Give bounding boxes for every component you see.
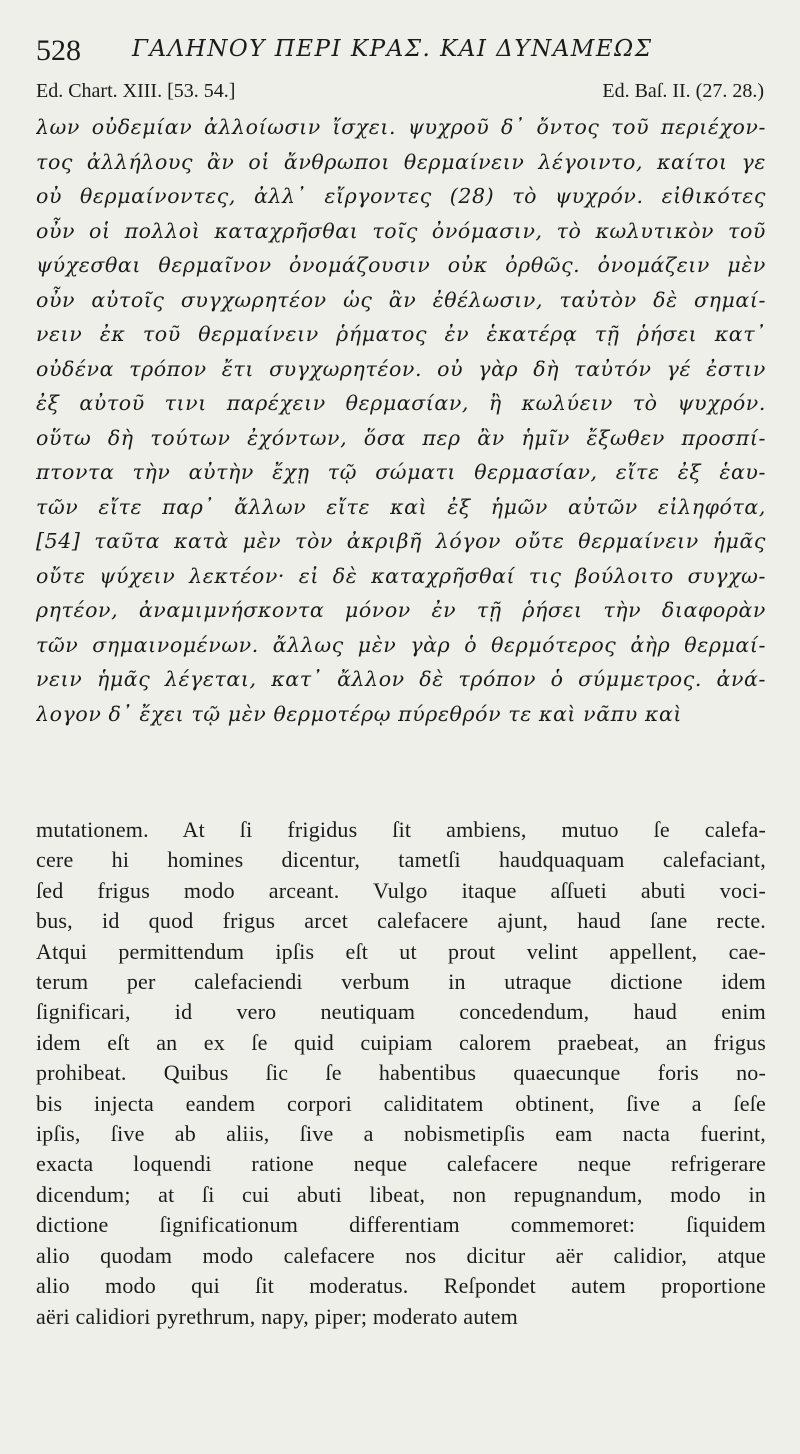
greek-text-line: ψύχεσθαι θερμαῖνον ὀνομάζουσιν οὐκ ὀρθῶς. ὀνομάζειν μὲν: [36, 253, 766, 277]
greek-text-line: οὖν αὐτοῖς συγχωρητέον ὡς ἂν ἐθέλωσιν, ταὐτὸν δὲ σημαί-: [36, 287, 766, 312]
latin-text-line: alio modo qui ſit moderatus. Reſpondet autem proportione: [36, 1273, 766, 1299]
greek-text-line: λων οὐδεμίαν ἀλλοίωσιν ἴσχει. ψυχροῦ δ᾽ ὄντος τοῦ περιέχον-: [36, 115, 766, 139]
latin-text-line: dictione ſignificationum differentiam commemoret: ſiquidem: [36, 1212, 766, 1238]
greek-text-line: τῶν σημαινομένων. ἄλλως μὲν γὰρ ὁ θερμότερος ἀὴρ θερμαί-: [36, 632, 766, 657]
greek-text-line: οὐ θερμαίνοντες, ἀλλ᾽ εἴργοντες (28) τὸ ψυχρόν. εἰθικότες: [36, 184, 766, 208]
greek-text-line: ρητέον, ἀναμιμνήσκοντα μόνον ἐν τῇ ῥήσει τὴν διαφορὰν: [36, 598, 766, 622]
latin-text-line: alio quodam modo calefacere nos dicitur aër calidior, atque: [36, 1242, 766, 1268]
page-number: 528: [36, 34, 81, 67]
edition-reference-basel: Ed. Baſ. II. (27. 28.): [602, 80, 764, 102]
greek-text-line: ἐξ αὐτοῦ τινι παρέχειν θερμασίαν, ἢ κωλύειν τὸ ψυχρόν.: [36, 391, 766, 415]
greek-text-line: οὐδένα τρόπον ἔτι συγχωρητέον. οὐ γὰρ δὴ ταὐτόν γέ ἐστιν: [36, 356, 766, 381]
greek-text-line: τῶν εἴτε παρ᾽ ἄλλων εἴτε καὶ ἐξ ἡμῶν αὐτῶν εἰληφότα,: [36, 494, 766, 519]
page-header: [36, 30, 770, 70]
latin-text-line: dicendum; at ſi cui abuti libeat, non repugnandum, modo in: [36, 1181, 766, 1207]
greek-text-line: τος ἀλλήλους ἂν οἱ ἄνθρωποι θερμαίνειν λέγοιντο, καίτοι γε: [36, 149, 766, 174]
latin-text-line: cere hi homines dicentur, tametſi haudquaquam calefaciant,: [36, 847, 766, 873]
greek-text-line: νειν ἐκ τοῦ θερμαίνειν ῥήματος ἐν ἑκατέρᾳ τῇ ῥήσει κατ᾽: [36, 322, 766, 346]
latin-text-line: ipſis, ſive ab aliis, ſive a nobismetipſis eam nacta fuerint,: [36, 1121, 766, 1147]
latin-text-line: ſignificari, id vero neutiquam concedendum, haud enim: [36, 999, 766, 1025]
edition-references: [36, 80, 764, 106]
latin-text-line: prohibeat. Quibus ſic ſe habentibus quaecunque foris no-: [36, 1060, 766, 1086]
latin-text-line: mutationem. At ſi frigidus ſit ambiens, mutuo ſe calefa-: [36, 817, 766, 842]
greek-text-line: οὔτε ψύχειν λεκτέον· εἰ δὲ καταχρῆσθαί τις βούλοιτο συγχω-: [36, 563, 766, 588]
latin-text-block: [36, 815, 766, 1332]
greek-text-block: [36, 110, 766, 731]
greek-text-line: νειν ἡμᾶς λέγεται, κατ᾽ ἄλλον δὲ τρόπον ὁ σύμμετρος. ἀνά-: [36, 667, 766, 691]
latin-text-line: bis injecta eandem corpori caliditatem obtinent, ſive a ſeſe: [36, 1090, 766, 1116]
greek-text-line: οὕτω δὴ τούτων ἐχόντων, ὅσα περ ἂν ἡμῖν ἔξωθεν προσπί-: [36, 425, 766, 450]
latin-text-line: ſed frigus modo arceant. Vulgo itaque aſſueti abuti voci-: [36, 877, 766, 903]
running-title: ΓΑΛΗΝΟΥ ΠΕΡΙ ΚΡΑΣ. ΚΑΙ ΔΥΝΑΜΕΩΣ: [132, 36, 653, 62]
latin-text-line: idem eſt an ex ſe quid cuipiam calorem praebeat, an frigus: [36, 1029, 766, 1055]
greek-text-line: οὖν οἱ πολλοὶ καταχρῆσθαι τοῖς ὀνόμασιν, τὸ κωλυτικὸν τοῦ: [36, 218, 766, 243]
latin-text-line: terum per calefaciendi verbum in utraque dictione idem: [36, 969, 766, 995]
latin-text-line: exacta loquendi ratione neque calefacere neque refrigerare: [36, 1151, 766, 1177]
greek-text-line: [54] ταῦτα κατὰ μὲν τὸν ἀκριβῆ λόγον οὔτε θερμαίνειν ἡμᾶς: [36, 529, 766, 553]
latin-text-line: Atqui permittendum ipſis eſt ut prout velint appellent, cae-: [36, 938, 766, 964]
latin-text-line: bus, id quod frigus arcet calefacere ajunt, haud ſane recte.: [36, 908, 766, 934]
latin-text-line: aëri calidiori pyrethrum, napy, piper; moderato autem: [36, 1303, 518, 1329]
greek-text-line: λογον δ᾽ ἔχει τῷ μὲν θερμοτέρῳ πύρεθρόν τε καὶ νᾶπυ καὶ: [36, 701, 683, 726]
edition-reference-chartier: Ed. Chart. XIII. [53. 54.]: [36, 80, 236, 102]
greek-text-line: πτοντα τὴν αὐτὴν ἔχῃ τῷ σώματι θερμασίαν, εἴτε ἐξ ἑαυ-: [36, 460, 766, 484]
